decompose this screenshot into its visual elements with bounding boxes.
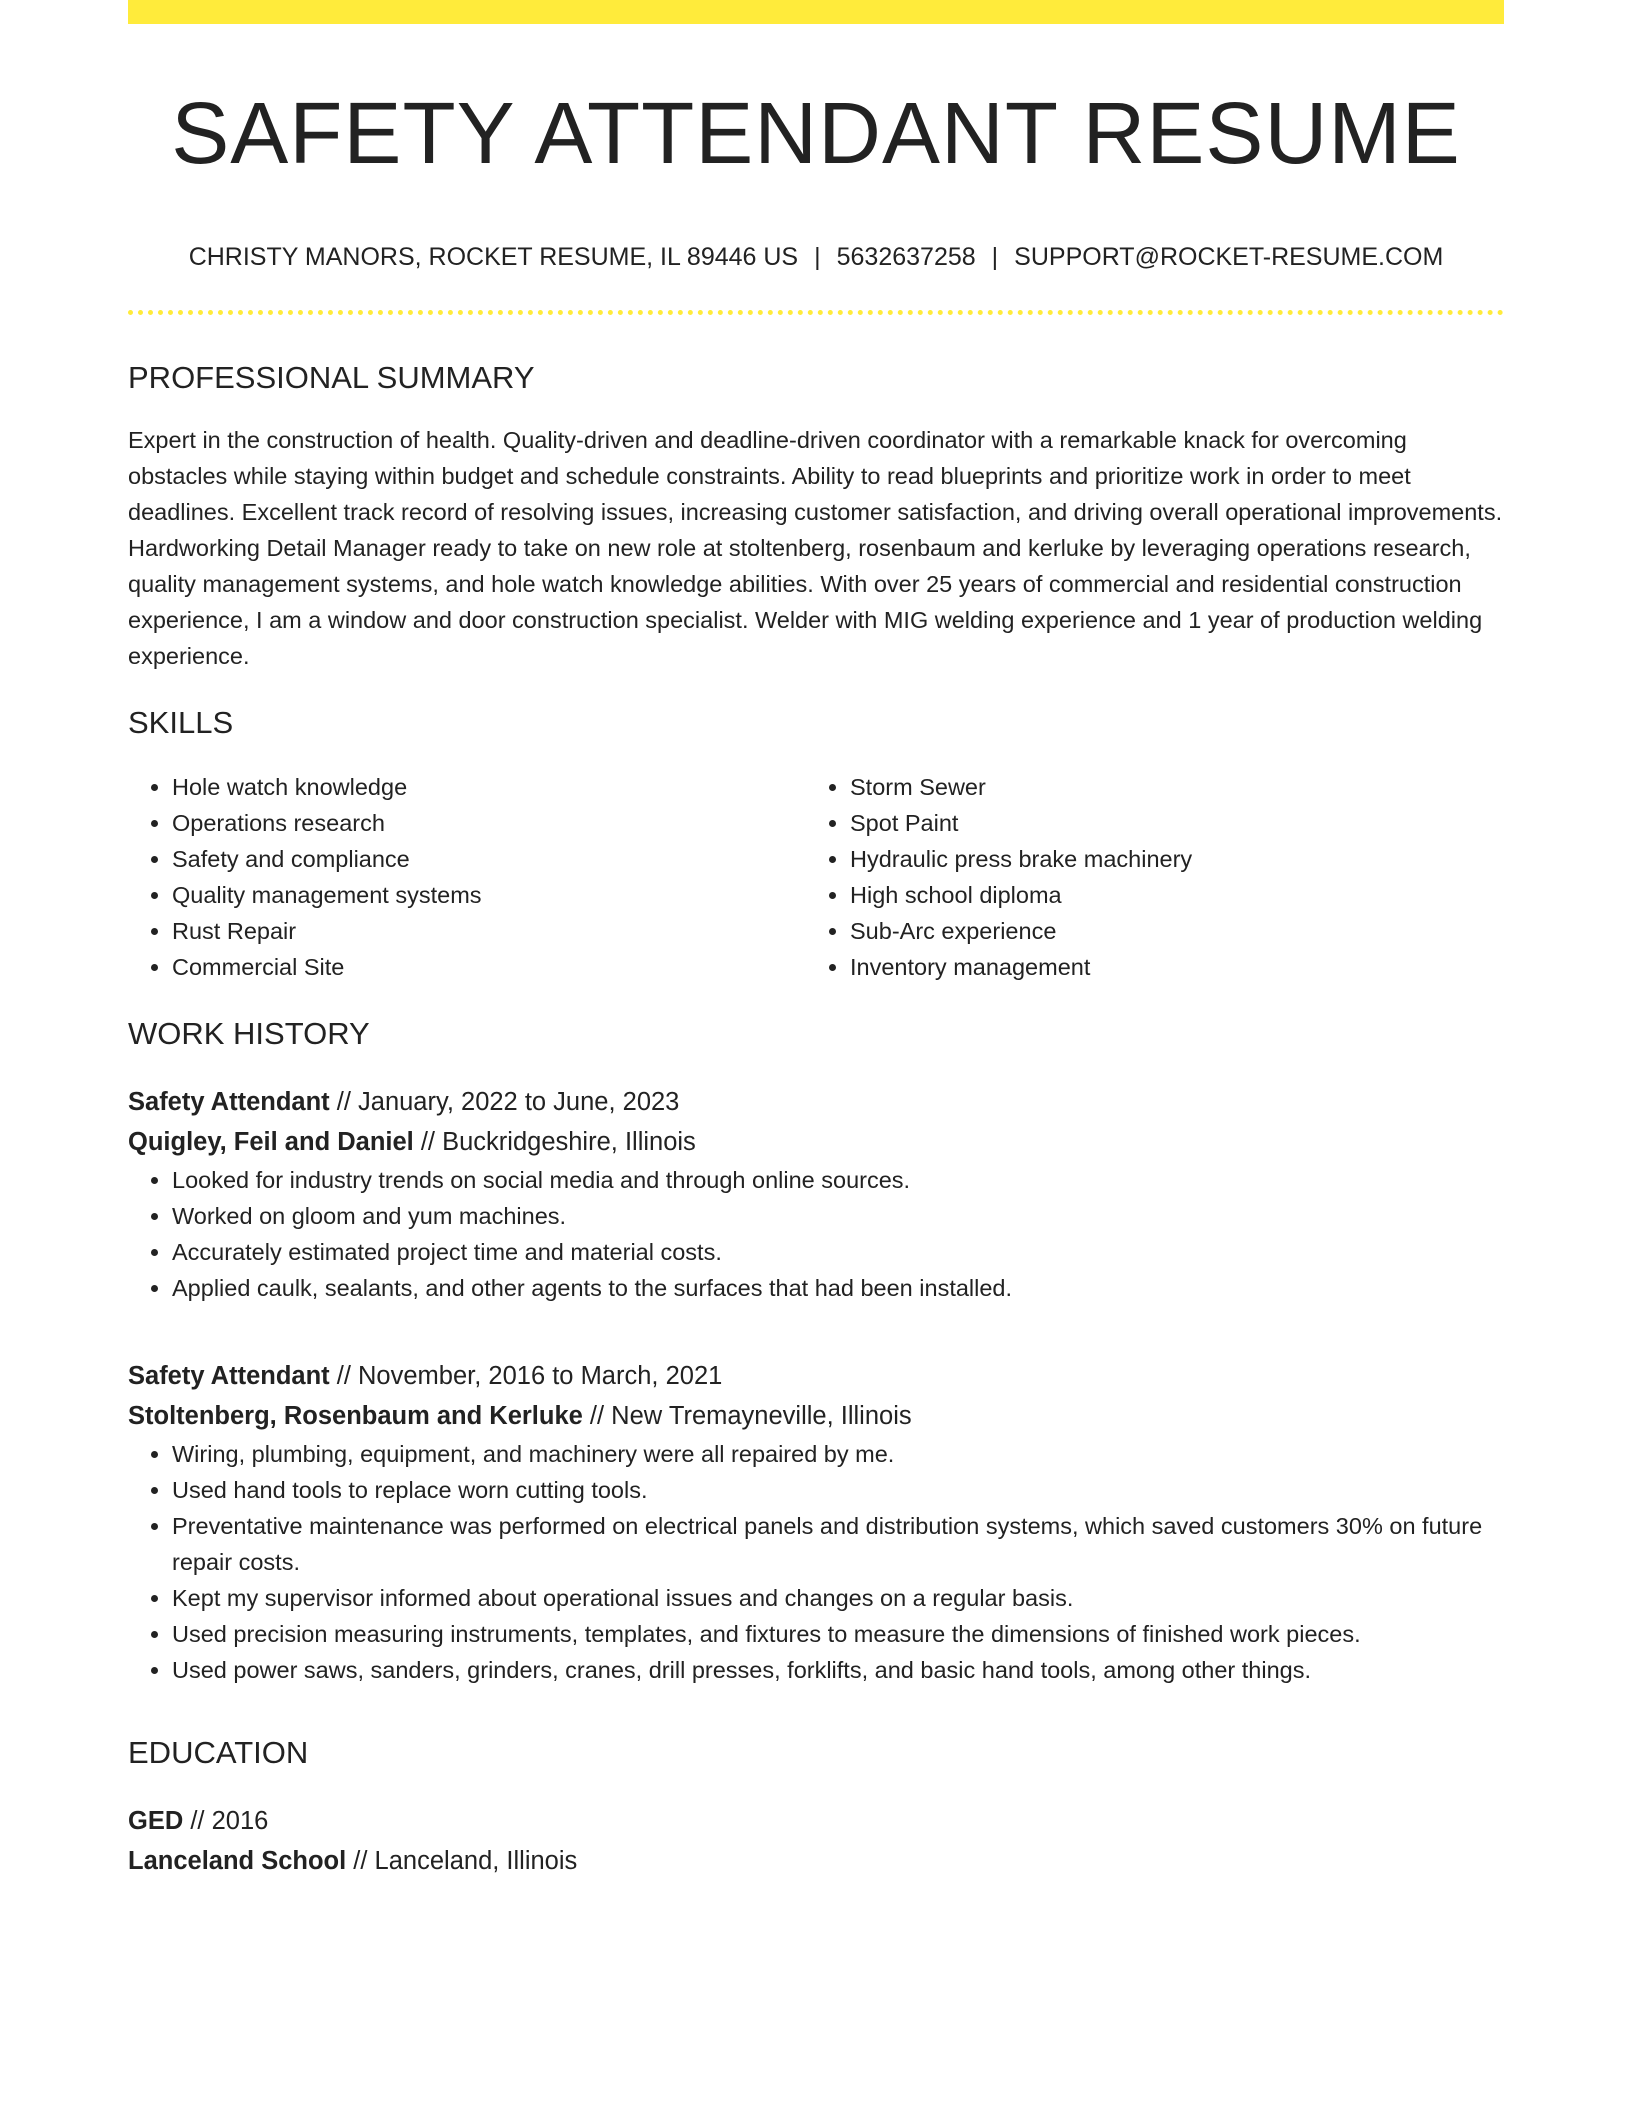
job-dates: // January, 2022 to June, 2023 [329, 1088, 680, 1117]
job-entry [128, 1082, 1504, 1306]
skill-item: • Hydraulic press brake machinery [850, 841, 1484, 877]
summary-heading: PROFESSIONAL SUMMARY [128, 359, 535, 395]
education-year: // 2016 [183, 1807, 269, 1836]
education-degree-line [128, 1801, 1504, 1841]
dotted-divider [128, 310, 1504, 315]
skill-item: • High school diploma [850, 877, 1484, 913]
job-duty: • Preventative maintenance was performed on electrical panels and distribution systems, which saved customers 30% on future repair costs. [172, 1508, 1504, 1580]
work-history-heading: WORK HISTORY [128, 1016, 370, 1052]
education-school: Lanceland School [128, 1847, 347, 1876]
summary-text: Expert in the construction of health. Quality-driven and deadline-driven coordinator with a remarkable knack for overcoming obstacles while staying within budget and schedule constraints. Ability to read blueprints and prioritize work in order to meet deadlines. Excellent track record of resolving issues, increasing customer satisfaction, and driving overall operational improvements. Hardworking Detail Manager ready to take on new role at stoltenberg, rosenbaum and kerluke by leveraging operations research, quality management systems, and hole watch knowledge abilities. With over 25 years of commercial and residential construction experience, I am a window and door construction specialist. Welder with MIG welding experience and 1 year of production welding experience. [128, 426, 1503, 669]
skills-list-left [128, 769, 806, 985]
skill-item: • Safety and compliance [172, 841, 806, 877]
job-duty: • Looked for industry trends on social media and through online sources. [172, 1162, 1504, 1198]
skills-heading: SKILLS [128, 704, 234, 740]
job-title: Safety Attendant [128, 1362, 330, 1391]
job-duty: • Applied caulk, sealants, and other agents to the surfaces that had been installed. [172, 1270, 1504, 1306]
job-duty: • Worked on gloom and yum machines. [172, 1198, 1504, 1234]
contact-separator: | [814, 242, 821, 271]
job-company: Stoltenberg, Rosenbaum and Kerluke [128, 1402, 583, 1431]
job-company: Quigley, Feil and Daniel [128, 1128, 414, 1157]
job-title-line [128, 1356, 1504, 1396]
job-title: Safety Attendant [128, 1088, 330, 1117]
education-degree: GED [128, 1807, 184, 1836]
job-duties [128, 1162, 1504, 1306]
skills-list-right [806, 769, 1484, 985]
job-duty: • Used power saws, sanders, grinders, cranes, drill presses, forklifts, and basic hand tools, among other things. [172, 1652, 1504, 1688]
contact-line [128, 242, 1504, 272]
contact-address: CHRISTY MANORS, ROCKET RESUME, IL 89446 US [188, 242, 799, 271]
skill-item: • Hole watch knowledge [172, 769, 806, 805]
skill-item: • Quality management systems [172, 877, 806, 913]
job-duty: • Used hand tools to replace worn cutting tools. [172, 1472, 1504, 1508]
contact-email: SUPPORT@ROCKET-RESUME.COM [1014, 242, 1444, 271]
skill-item: • Rust Repair [172, 913, 806, 949]
skill-item: • Operations research [172, 805, 806, 841]
education-heading: EDUCATION [128, 1735, 309, 1771]
job-location: // Buckridgeshire, Illinois [413, 1128, 696, 1157]
contact-phone: 5632637258 [836, 242, 976, 271]
education-entry [128, 1801, 1504, 1881]
job-duty: • Accurately estimated project time and material costs. [172, 1234, 1504, 1270]
job-duty: • Wiring, plumbing, equipment, and machinery were all repaired by me. [172, 1436, 1504, 1472]
accent-top-bar [128, 0, 1504, 24]
skill-item: • Inventory management [850, 949, 1484, 985]
skills-grid [128, 769, 1504, 985]
skill-item: • Storm Sewer [850, 769, 1484, 805]
job-duty: • Kept my supervisor informed about operational issues and changes on a regular basis. [172, 1580, 1504, 1616]
skill-item: • Spot Paint [850, 805, 1484, 841]
contact-separator: | [991, 242, 999, 271]
skill-item: • Commercial Site [172, 949, 806, 985]
job-duty: • Used precision measuring instruments, templates, and fixtures to measure the dimensions of finished work pieces. [172, 1616, 1504, 1652]
education-school-line [128, 1841, 1504, 1881]
job-company-line [128, 1396, 1504, 1436]
job-duties [128, 1436, 1504, 1688]
job-location: // New Tremayneville, Illinois [582, 1402, 912, 1431]
resume-page [128, 0, 1504, 1881]
job-company-line [128, 1122, 1504, 1162]
resume-title: SAFETY ATTENDANT RESUME [171, 85, 1461, 182]
job-entry [128, 1356, 1504, 1688]
job-title-line [128, 1082, 1504, 1122]
job-dates: // November, 2016 to March, 2021 [329, 1362, 723, 1391]
education-location: // Lanceland, Illinois [346, 1847, 578, 1876]
skill-item: • Sub-Arc experience [850, 913, 1484, 949]
